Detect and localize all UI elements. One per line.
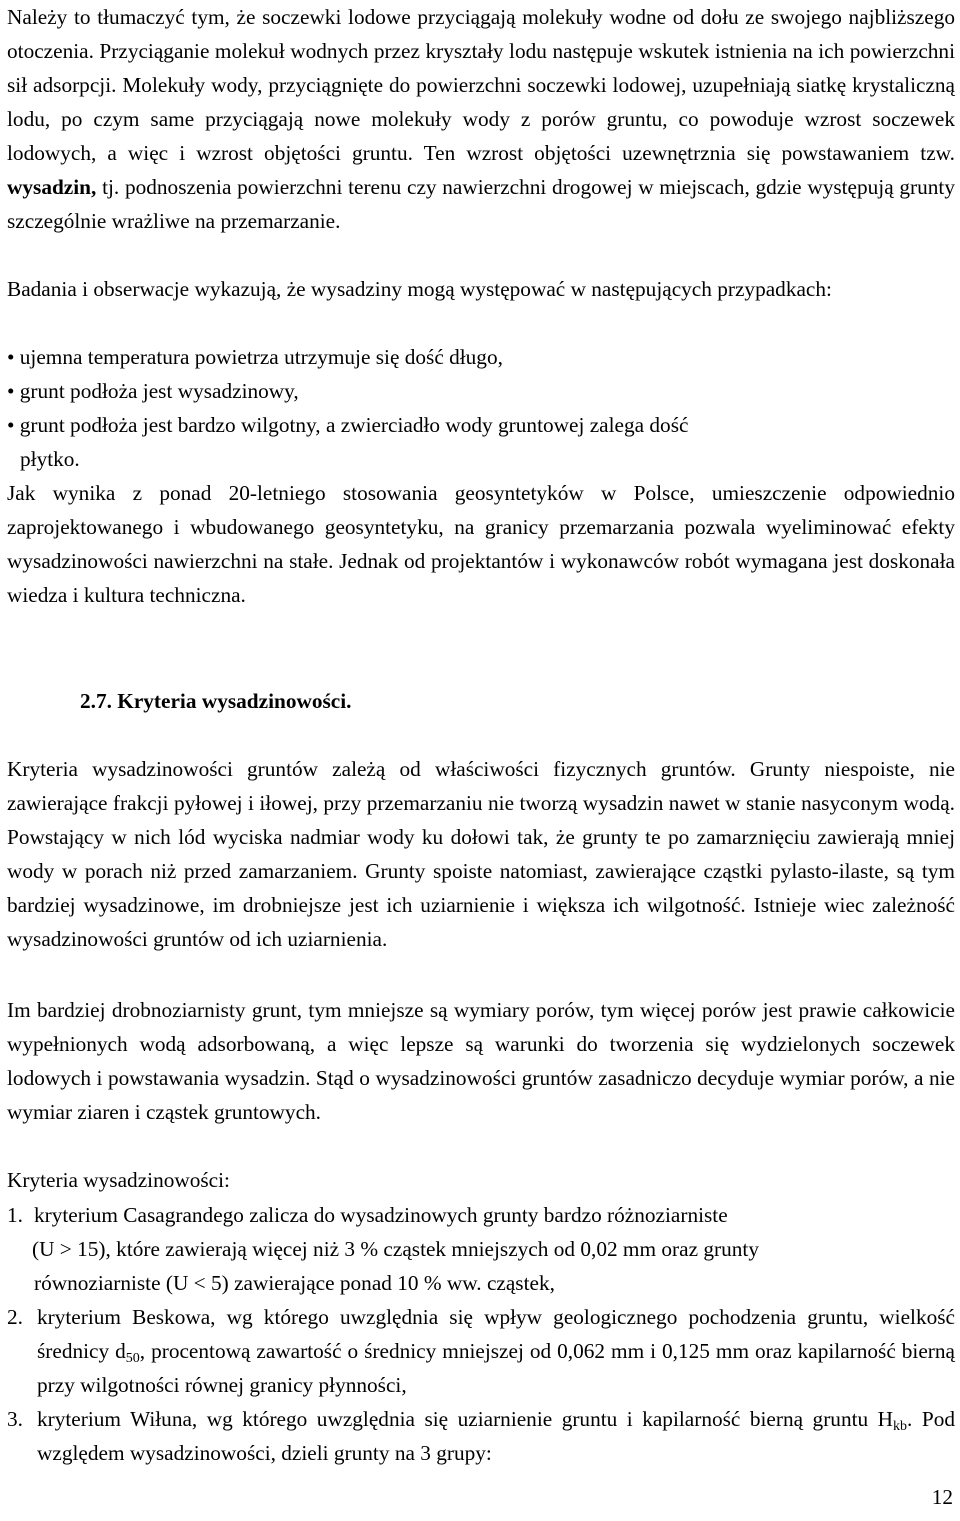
criteria-text: , procentową zawartość o średnicy mniejszej od 0,062 mm i 0,125 mm oraz kapilarność bierną przy wilgotności równej granicy płynności,	[37, 1339, 955, 1397]
bullet-item: • grunt podłoża jest wysadzinowy,	[7, 379, 299, 403]
bullet-item: • grunt podłoża jest bardzo wilgotny, a zwierciadło wody gruntowej zalega dość	[7, 413, 689, 437]
paragraph-kryteria: Kryteria wysadzinowości gruntów zależą od właściwości fizycznych gruntów. Grunty niespoiste, nie zawierające frakcji pyłowej i iłowej, przy przemarzaniu nie tworzą wysadzin nawet w stanie nasyconym wodą. Powstający w nich lód wyciska nadmiar wody ku dołowi tak, że grunty te po zamarznięciu zawierają mniej wody w porach niż przed zamarzaniem. Grunty spoiste natomiast, zawierające cząstki pylasto-ilaste, są tym bardziej wysadzinowe, im drobniejsze jest ich uziarnienie i większa ich wilgotność. Istnieje wiec zależność wysadzinowości gruntów od ich uziarnienia.	[7, 757, 955, 951]
criteria-list	[7, 1198, 955, 1470]
subscript: 50	[125, 1351, 140, 1366]
page-number: 12	[931, 1485, 953, 1509]
paragraph-soczewki-text-b: tj. podnoszenia powierzchni terenu czy nawierzchni drogowej w miejscach, gdzie występują grunty szczególnie wrażliwe na przemarzanie.	[7, 175, 955, 233]
criteria-number: 2.	[7, 1305, 23, 1329]
bullet-item: • ujemna temperatura powietrza utrzymuje się dość długo,	[7, 345, 503, 369]
paragraph-badania: Badania i obserwacje wykazują, że wysadziny mogą występować w następujących przypadkach:	[7, 277, 832, 301]
criteria-item-2	[7, 1300, 955, 1402]
paragraph-soczewki-text-a: Należy to tłumaczyć tym, że soczewki lodowe przyciągają molekuły wodne od dołu ze swojego najbliższego otoczenia. Przyciąganie molekuł wodnych przez kryształy lodu następuje wskutek istnienia na ich powierzchni sił adsorpcji. Molekuły wody, przyciągnięte do powierzchni soczewki lodowej, uzupełniają siatkę krystaliczną lodu, po czym same przyciągają nowe molekuły wody z porów gruntu, co powoduje wzrost soczewek lodowych, a więc i wzrost objętości gruntu. Ten wzrost objętości uzewnętrznia się powstawaniem tzw.	[7, 5, 955, 165]
criteria-number: 3.	[7, 1407, 23, 1431]
criteria-line: (U > 15), które zawierają więcej niż 3 % cząstek mniejszych od 0,02 mm oraz grunty	[32, 1237, 759, 1261]
criteria-line: kryterium Casagrandego zalicza do wysadzinowych grunty bardzo różnoziarniste	[34, 1203, 728, 1227]
criteria-number: 1.	[7, 1203, 23, 1227]
criteria-text: kryterium Wiłuna, wg którego uwzględnia się uziarnienie gruntu i kapilarność bierną gruntu H	[37, 1407, 894, 1431]
paragraph-soczewki	[7, 0, 955, 238]
criteria-item-1	[7, 1198, 955, 1300]
paragraph-geosyntetyki: Jak wynika z ponad 20-letniego stosowania geosyntetyków w Polsce, umieszczenie odpowiednio zaprojektowanego i wbudowanego geosyntetyku, na granicy przemarzania pozwala wyeliminować efekty wysadzinowości nawierzchni na stałe. Jednak od projektantów i wykonawców robót wymagana jest doskonała wiedza i kultura techniczna.	[7, 481, 955, 607]
section-heading: 2.7. Kryteria wysadzinowości.	[80, 689, 352, 713]
subscript: kb	[893, 1419, 908, 1434]
bullet-item-continuation: płytko.	[20, 447, 80, 471]
criteria-item-3	[7, 1402, 955, 1470]
criteria-line: równoziarniste (U < 5) zawierające ponad 10 % ww. cząstek,	[34, 1271, 555, 1295]
bold-term-wysadzin: wysadzin,	[7, 175, 97, 199]
paragraph-drobnoziarnisty: Im bardziej drobnoziarnisty grunt, tym mniejsze są wymiary porów, tym więcej porów jest prawie całkowicie wypełnionych wodą adsorbowaną, a więc lepsze są warunki do tworzenia się wydzielonych soczewek lodowych i powstawania wysadzin. Stąd o wysadzinowości gruntów zasadniczo decyduje wymiar porów, a nie wymiar ziaren i cząstek gruntowych.	[7, 998, 955, 1124]
criteria-text: . Pod względem wysadzinowości, dzieli grunty na 3 grupy:	[37, 1407, 955, 1465]
criteria-title: Kryteria wysadzinowości:	[7, 1168, 230, 1192]
criteria-text: kryterium Beskowa, wg którego uwzględnia się wpływ geologicznego pochodzenia gruntu, wielkość średnicy d	[37, 1305, 955, 1363]
